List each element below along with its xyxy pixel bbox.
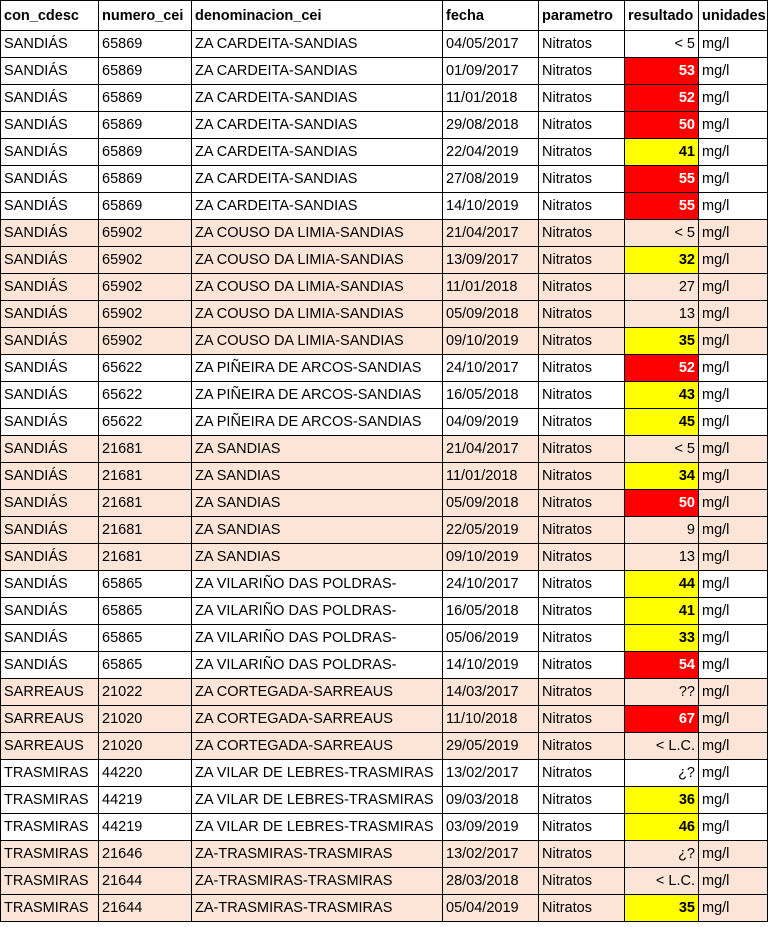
cell-parametro: Nitratos xyxy=(539,436,625,463)
cell-numero-cei: 65865 xyxy=(99,571,192,598)
cell-fecha: 13/09/2017 xyxy=(443,247,539,274)
cell-fecha: 24/10/2017 xyxy=(443,571,539,598)
cell-parametro: Nitratos xyxy=(539,85,625,112)
cell-fecha: 05/09/2018 xyxy=(443,490,539,517)
cell-parametro: Nitratos xyxy=(539,895,625,922)
cell-con-cdesc: SANDIÁS xyxy=(1,598,99,625)
cell-numero-cei: 65865 xyxy=(99,652,192,679)
cell-fecha: 14/10/2019 xyxy=(443,193,539,220)
cell-con-cdesc: SANDIÁS xyxy=(1,409,99,436)
cell-unidades: mg/l xyxy=(699,301,768,328)
cell-resultado: 13 xyxy=(625,301,699,328)
cell-denominacion-cei: ZA CARDEITA-SANDIAS xyxy=(192,58,443,85)
cell-parametro: Nitratos xyxy=(539,139,625,166)
cell-fecha: 22/04/2019 xyxy=(443,139,539,166)
cell-resultado: 52 xyxy=(625,355,699,382)
cell-unidades: mg/l xyxy=(699,598,768,625)
cell-numero-cei: 65902 xyxy=(99,328,192,355)
cell-parametro: Nitratos xyxy=(539,220,625,247)
cell-denominacion-cei: ZA SANDIAS xyxy=(192,463,443,490)
cell-resultado: 43 xyxy=(625,382,699,409)
cell-fecha: 04/05/2017 xyxy=(443,31,539,58)
cell-numero-cei: 21681 xyxy=(99,436,192,463)
cell-unidades: mg/l xyxy=(699,814,768,841)
col-header-resultado: resultado xyxy=(625,1,699,31)
cell-con-cdesc: SANDIÁS xyxy=(1,436,99,463)
table-row xyxy=(1,571,768,598)
table-row xyxy=(1,625,768,652)
col-header-numero-cei: numero_cei xyxy=(99,1,192,31)
cell-resultado: 55 xyxy=(625,166,699,193)
cell-denominacion-cei: ZA COUSO DA LIMIA-SANDIAS xyxy=(192,274,443,301)
cell-resultado: 54 xyxy=(625,652,699,679)
cell-con-cdesc: SANDIÁS xyxy=(1,274,99,301)
cell-unidades: mg/l xyxy=(699,490,768,517)
cell-fecha: 14/10/2019 xyxy=(443,652,539,679)
cell-parametro: Nitratos xyxy=(539,328,625,355)
cell-resultado: 32 xyxy=(625,247,699,274)
cell-numero-cei: 21022 xyxy=(99,679,192,706)
cell-resultado: 44 xyxy=(625,571,699,598)
table-row xyxy=(1,139,768,166)
cell-numero-cei: 65902 xyxy=(99,301,192,328)
table-row xyxy=(1,814,768,841)
cell-parametro: Nitratos xyxy=(539,58,625,85)
table-row xyxy=(1,220,768,247)
cell-numero-cei: 65622 xyxy=(99,355,192,382)
cell-numero-cei: 21644 xyxy=(99,868,192,895)
cell-unidades: mg/l xyxy=(699,274,768,301)
cell-parametro: Nitratos xyxy=(539,247,625,274)
cell-fecha: 14/03/2017 xyxy=(443,679,539,706)
cell-unidades: mg/l xyxy=(699,868,768,895)
cell-numero-cei: 65869 xyxy=(99,31,192,58)
cell-numero-cei: 44219 xyxy=(99,787,192,814)
cell-parametro: Nitratos xyxy=(539,301,625,328)
cell-denominacion-cei: ZA VILARIÑO DAS POLDRAS- xyxy=(192,625,443,652)
cell-parametro: Nitratos xyxy=(539,733,625,760)
table-row xyxy=(1,112,768,139)
table-row xyxy=(1,58,768,85)
cell-unidades: mg/l xyxy=(699,85,768,112)
cell-resultado: 41 xyxy=(625,139,699,166)
table-row xyxy=(1,463,768,490)
cell-con-cdesc: SANDIÁS xyxy=(1,382,99,409)
table-row xyxy=(1,517,768,544)
cell-denominacion-cei: ZA VILARIÑO DAS POLDRAS- xyxy=(192,571,443,598)
cell-denominacion-cei: ZA CORTEGADA-SARREAUS xyxy=(192,679,443,706)
cell-resultado: 46 xyxy=(625,814,699,841)
cell-con-cdesc: SANDIÁS xyxy=(1,58,99,85)
cell-resultado: < L.C. xyxy=(625,868,699,895)
cell-denominacion-cei: ZA VILARIÑO DAS POLDRAS- xyxy=(192,598,443,625)
cell-resultado: 27 xyxy=(625,274,699,301)
cell-unidades: mg/l xyxy=(699,166,768,193)
cell-denominacion-cei: ZA COUSO DA LIMIA-SANDIAS xyxy=(192,301,443,328)
cell-resultado: < L.C. xyxy=(625,733,699,760)
table-row xyxy=(1,706,768,733)
cell-unidades: mg/l xyxy=(699,517,768,544)
cell-con-cdesc: SANDIÁS xyxy=(1,652,99,679)
cell-fecha: 03/09/2019 xyxy=(443,814,539,841)
cell-denominacion-cei: ZA PIÑEIRA DE ARCOS-SANDIAS xyxy=(192,355,443,382)
cell-resultado: 52 xyxy=(625,85,699,112)
cell-numero-cei: 65902 xyxy=(99,274,192,301)
cell-unidades: mg/l xyxy=(699,220,768,247)
cell-unidades: mg/l xyxy=(699,652,768,679)
cell-fecha: 22/05/2019 xyxy=(443,517,539,544)
cell-con-cdesc: TRASMIRAS xyxy=(1,895,99,922)
table-row xyxy=(1,247,768,274)
cell-numero-cei: 21644 xyxy=(99,895,192,922)
cell-denominacion-cei: ZA VILAR DE LEBRES-TRASMIRAS xyxy=(192,760,443,787)
cell-fecha: 13/02/2017 xyxy=(443,760,539,787)
cell-parametro: Nitratos xyxy=(539,814,625,841)
cell-con-cdesc: SANDIÁS xyxy=(1,544,99,571)
cell-numero-cei: 21681 xyxy=(99,517,192,544)
cell-con-cdesc: SANDIÁS xyxy=(1,112,99,139)
cell-resultado: < 5 xyxy=(625,31,699,58)
cell-fecha: 05/06/2019 xyxy=(443,625,539,652)
cell-parametro: Nitratos xyxy=(539,409,625,436)
cell-con-cdesc: SANDIÁS xyxy=(1,85,99,112)
cell-parametro: Nitratos xyxy=(539,382,625,409)
cell-denominacion-cei: ZA COUSO DA LIMIA-SANDIAS xyxy=(192,328,443,355)
cell-parametro: Nitratos xyxy=(539,274,625,301)
cell-denominacion-cei: ZA SANDIAS xyxy=(192,490,443,517)
cell-resultado: 55 xyxy=(625,193,699,220)
cell-denominacion-cei: ZA VILAR DE LEBRES-TRASMIRAS xyxy=(192,787,443,814)
cell-resultado: 36 xyxy=(625,787,699,814)
cell-fecha: 13/02/2017 xyxy=(443,841,539,868)
cell-parametro: Nitratos xyxy=(539,112,625,139)
cell-unidades: mg/l xyxy=(699,382,768,409)
cell-unidades: mg/l xyxy=(699,463,768,490)
cell-con-cdesc: SANDIÁS xyxy=(1,490,99,517)
cell-con-cdesc: SARREAUS xyxy=(1,679,99,706)
col-header-unidades: unidades xyxy=(699,1,768,31)
cell-unidades: mg/l xyxy=(699,625,768,652)
table-row xyxy=(1,85,768,112)
cell-fecha: 11/01/2018 xyxy=(443,85,539,112)
table-row xyxy=(1,166,768,193)
cell-denominacion-cei: ZA CARDEITA-SANDIAS xyxy=(192,85,443,112)
cell-denominacion-cei: ZA-TRASMIRAS-TRASMIRAS xyxy=(192,841,443,868)
table-row xyxy=(1,409,768,436)
cell-unidades: mg/l xyxy=(699,328,768,355)
col-header-fecha: fecha xyxy=(443,1,539,31)
cell-parametro: Nitratos xyxy=(539,193,625,220)
cell-fecha: 21/04/2017 xyxy=(443,436,539,463)
cell-con-cdesc: SANDIÁS xyxy=(1,220,99,247)
cell-unidades: mg/l xyxy=(699,679,768,706)
table-row xyxy=(1,733,768,760)
table-row xyxy=(1,328,768,355)
cell-parametro: Nitratos xyxy=(539,463,625,490)
cell-parametro: Nitratos xyxy=(539,490,625,517)
cell-denominacion-cei: ZA PIÑEIRA DE ARCOS-SANDIAS xyxy=(192,382,443,409)
cell-numero-cei: 44220 xyxy=(99,760,192,787)
cell-denominacion-cei: ZA PIÑEIRA DE ARCOS-SANDIAS xyxy=(192,409,443,436)
cell-parametro: Nitratos xyxy=(539,841,625,868)
cell-numero-cei: 21681 xyxy=(99,544,192,571)
table-row xyxy=(1,355,768,382)
cell-unidades: mg/l xyxy=(699,436,768,463)
cell-unidades: mg/l xyxy=(699,787,768,814)
cell-parametro: Nitratos xyxy=(539,166,625,193)
cell-unidades: mg/l xyxy=(699,733,768,760)
cell-fecha: 01/09/2017 xyxy=(443,58,539,85)
cell-unidades: mg/l xyxy=(699,139,768,166)
cell-resultado: ?? xyxy=(625,679,699,706)
cell-denominacion-cei: ZA COUSO DA LIMIA-SANDIAS xyxy=(192,220,443,247)
table-row xyxy=(1,895,768,922)
cell-resultado: ¿? xyxy=(625,760,699,787)
cell-denominacion-cei: ZA CARDEITA-SANDIAS xyxy=(192,31,443,58)
table-row xyxy=(1,679,768,706)
cell-unidades: mg/l xyxy=(699,760,768,787)
cell-parametro: Nitratos xyxy=(539,787,625,814)
cell-parametro: Nitratos xyxy=(539,355,625,382)
cell-fecha: 09/10/2019 xyxy=(443,328,539,355)
cell-con-cdesc: SANDIÁS xyxy=(1,31,99,58)
cell-resultado: 67 xyxy=(625,706,699,733)
cell-denominacion-cei: ZA CARDEITA-SANDIAS xyxy=(192,193,443,220)
cell-unidades: mg/l xyxy=(699,247,768,274)
cell-unidades: mg/l xyxy=(699,193,768,220)
cell-denominacion-cei: ZA COUSO DA LIMIA-SANDIAS xyxy=(192,247,443,274)
table-row xyxy=(1,31,768,58)
cell-fecha: 27/08/2019 xyxy=(443,166,539,193)
col-header-denominacion-cei: denominacion_cei xyxy=(192,1,443,31)
cell-parametro: Nitratos xyxy=(539,760,625,787)
cell-numero-cei: 65869 xyxy=(99,139,192,166)
cell-fecha: 16/05/2018 xyxy=(443,598,539,625)
cell-resultado: < 5 xyxy=(625,436,699,463)
cell-con-cdesc: SANDIÁS xyxy=(1,328,99,355)
table-row xyxy=(1,301,768,328)
cell-numero-cei: 44219 xyxy=(99,814,192,841)
table-row xyxy=(1,868,768,895)
cell-fecha: 28/03/2018 xyxy=(443,868,539,895)
cell-fecha: 11/10/2018 xyxy=(443,706,539,733)
cell-resultado: 53 xyxy=(625,58,699,85)
cell-unidades: mg/l xyxy=(699,409,768,436)
cell-unidades: mg/l xyxy=(699,895,768,922)
cell-unidades: mg/l xyxy=(699,31,768,58)
cell-fecha: 09/10/2019 xyxy=(443,544,539,571)
cell-parametro: Nitratos xyxy=(539,652,625,679)
cell-fecha: 21/04/2017 xyxy=(443,220,539,247)
table-row xyxy=(1,274,768,301)
cell-denominacion-cei: ZA SANDIAS xyxy=(192,544,443,571)
cell-parametro: Nitratos xyxy=(539,679,625,706)
cell-numero-cei: 65865 xyxy=(99,625,192,652)
cell-denominacion-cei: ZA SANDIAS xyxy=(192,436,443,463)
cell-denominacion-cei: ZA CORTEGADA-SARREAUS xyxy=(192,733,443,760)
cell-con-cdesc: SANDIÁS xyxy=(1,301,99,328)
cell-numero-cei: 65902 xyxy=(99,220,192,247)
cell-resultado: ¿? xyxy=(625,841,699,868)
cell-con-cdesc: TRASMIRAS xyxy=(1,841,99,868)
cell-numero-cei: 21020 xyxy=(99,706,192,733)
cell-parametro: Nitratos xyxy=(539,544,625,571)
cell-unidades: mg/l xyxy=(699,355,768,382)
cell-numero-cei: 65622 xyxy=(99,382,192,409)
cell-unidades: mg/l xyxy=(699,571,768,598)
table-row xyxy=(1,544,768,571)
cell-fecha: 05/04/2019 xyxy=(443,895,539,922)
cell-con-cdesc: TRASMIRAS xyxy=(1,868,99,895)
cell-numero-cei: 65869 xyxy=(99,166,192,193)
cell-resultado: 41 xyxy=(625,598,699,625)
cell-fecha: 24/10/2017 xyxy=(443,355,539,382)
cell-fecha: 11/01/2018 xyxy=(443,274,539,301)
cell-denominacion-cei: ZA CORTEGADA-SARREAUS xyxy=(192,706,443,733)
cell-numero-cei: 65902 xyxy=(99,247,192,274)
cell-parametro: Nitratos xyxy=(539,517,625,544)
cell-con-cdesc: SARREAUS xyxy=(1,733,99,760)
cell-con-cdesc: SANDIÁS xyxy=(1,571,99,598)
cell-numero-cei: 21646 xyxy=(99,841,192,868)
cell-unidades: mg/l xyxy=(699,706,768,733)
cell-resultado: 35 xyxy=(625,895,699,922)
cell-denominacion-cei: ZA CARDEITA-SANDIAS xyxy=(192,139,443,166)
cell-resultado: 13 xyxy=(625,544,699,571)
cell-parametro: Nitratos xyxy=(539,31,625,58)
header-row xyxy=(1,1,768,31)
col-header-con-cdesc: con_cdesc xyxy=(1,1,99,31)
cell-parametro: Nitratos xyxy=(539,868,625,895)
table-row xyxy=(1,760,768,787)
cell-denominacion-cei: ZA-TRASMIRAS-TRASMIRAS xyxy=(192,895,443,922)
cell-fecha: 11/01/2018 xyxy=(443,463,539,490)
cell-denominacion-cei: ZA CARDEITA-SANDIAS xyxy=(192,166,443,193)
cell-con-cdesc: SANDIÁS xyxy=(1,247,99,274)
cell-numero-cei: 65869 xyxy=(99,58,192,85)
cell-numero-cei: 21681 xyxy=(99,463,192,490)
cell-numero-cei: 65869 xyxy=(99,112,192,139)
cell-con-cdesc: TRASMIRAS xyxy=(1,760,99,787)
cell-unidades: mg/l xyxy=(699,58,768,85)
cell-con-cdesc: TRASMIRAS xyxy=(1,814,99,841)
cell-parametro: Nitratos xyxy=(539,598,625,625)
table-row xyxy=(1,382,768,409)
table-row xyxy=(1,598,768,625)
cell-fecha: 29/05/2019 xyxy=(443,733,539,760)
cell-unidades: mg/l xyxy=(699,841,768,868)
cell-con-cdesc: SANDIÁS xyxy=(1,166,99,193)
cell-unidades: mg/l xyxy=(699,112,768,139)
cell-parametro: Nitratos xyxy=(539,625,625,652)
col-header-parametro: parametro xyxy=(539,1,625,31)
cell-numero-cei: 65865 xyxy=(99,598,192,625)
table-row xyxy=(1,841,768,868)
cell-con-cdesc: SANDIÁS xyxy=(1,625,99,652)
cell-resultado: < 5 xyxy=(625,220,699,247)
cell-numero-cei: 21681 xyxy=(99,490,192,517)
cell-resultado: 34 xyxy=(625,463,699,490)
cell-unidades: mg/l xyxy=(699,544,768,571)
cell-fecha: 09/03/2018 xyxy=(443,787,539,814)
cell-denominacion-cei: ZA SANDIAS xyxy=(192,517,443,544)
cell-resultado: 33 xyxy=(625,625,699,652)
cell-con-cdesc: TRASMIRAS xyxy=(1,787,99,814)
cell-con-cdesc: SANDIÁS xyxy=(1,139,99,166)
cell-numero-cei: 65869 xyxy=(99,193,192,220)
cell-fecha: 04/09/2019 xyxy=(443,409,539,436)
cell-numero-cei: 65869 xyxy=(99,85,192,112)
cell-denominacion-cei: ZA-TRASMIRAS-TRASMIRAS xyxy=(192,868,443,895)
table-row xyxy=(1,787,768,814)
table-row xyxy=(1,490,768,517)
cell-parametro: Nitratos xyxy=(539,571,625,598)
cell-numero-cei: 65622 xyxy=(99,409,192,436)
cell-fecha: 05/09/2018 xyxy=(443,301,539,328)
cell-parametro: Nitratos xyxy=(539,706,625,733)
cell-fecha: 16/05/2018 xyxy=(443,382,539,409)
table-row xyxy=(1,652,768,679)
cell-con-cdesc: SANDIÁS xyxy=(1,193,99,220)
table-row xyxy=(1,193,768,220)
cell-con-cdesc: SANDIÁS xyxy=(1,463,99,490)
cell-con-cdesc: SANDIÁS xyxy=(1,517,99,544)
cell-con-cdesc: SANDIÁS xyxy=(1,355,99,382)
cell-numero-cei: 21020 xyxy=(99,733,192,760)
cell-resultado: 35 xyxy=(625,328,699,355)
cell-denominacion-cei: ZA VILARIÑO DAS POLDRAS- xyxy=(192,652,443,679)
cell-con-cdesc: SARREAUS xyxy=(1,706,99,733)
cell-fecha: 29/08/2018 xyxy=(443,112,539,139)
cell-resultado: 50 xyxy=(625,112,699,139)
cell-denominacion-cei: ZA CARDEITA-SANDIAS xyxy=(192,112,443,139)
cell-denominacion-cei: ZA VILAR DE LEBRES-TRASMIRAS xyxy=(192,814,443,841)
cell-resultado: 45 xyxy=(625,409,699,436)
table-row xyxy=(1,436,768,463)
cell-resultado: 50 xyxy=(625,490,699,517)
cell-resultado: 9 xyxy=(625,517,699,544)
